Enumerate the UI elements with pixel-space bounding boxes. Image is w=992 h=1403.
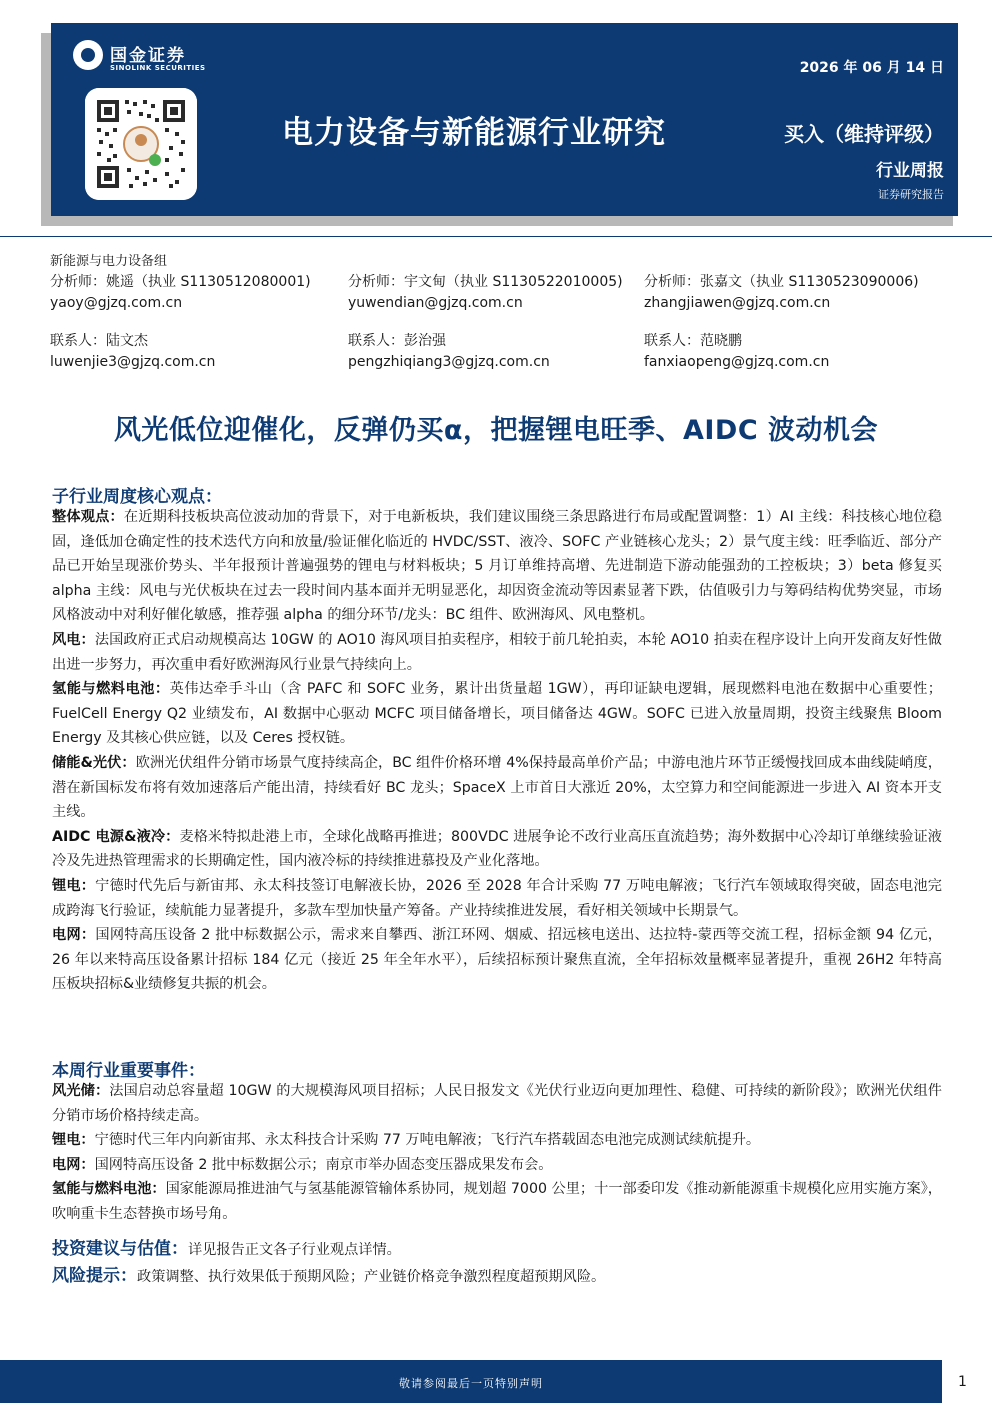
paragraph-text: 法国启动总容量超 10GW 的大规模海风项目招标；人民日报发文《光伏行业迈向更加理性、稳健、可持续的新阶段》；欧洲光伏组件分销市场价格持续走高。 (52, 1083, 942, 1124)
contact-block (644, 331, 944, 373)
paragraph-text: 法国政府正式启动规模高达 10GW 的 AO10 海风项目拍卖程序，相较于前几轮拍卖，本轮 AO10 拍卖在程序设计上向开发商友好性做出进一步努力，再次重申看好欧洲海风行业景气持续向上。 (52, 631, 942, 673)
analyst-label: 分析师：宇文甸（执业 S1130522010005) (348, 274, 623, 290)
paragraph-lead: 氢能与燃料电池： (52, 1181, 166, 1198)
paragraph-aidc (52, 825, 942, 874)
paragraph-lead: 电网： (52, 927, 96, 944)
event-lithium (52, 1128, 942, 1153)
event-wind-solar-storage (52, 1079, 942, 1128)
paragraph-lead: 锂电： (52, 877, 96, 894)
analyst-block (50, 272, 350, 314)
paragraph-lithium (52, 874, 942, 923)
paragraph-text: 欧洲光伏组件分销市场景气度持续高企，BC 组件价格环增 4%保持最高单价产品；中游电池片环节正缓慢找回成本曲线陡峭度，潜在新国标发布将有效加速落后产能出清，持续看好 BC 龙头；SpaceX 上市首日大涨近 20%，太空算力和空间能源进一步进入 AI 资本开支主线。 (52, 754, 942, 821)
report-date: 2026 年 06 月 14 日 (799, 60, 944, 76)
logo-name-en: SINOLINK SECURITIES (110, 64, 206, 72)
investment-advice (52, 1237, 942, 1262)
analyst-email: zhangjiawen@gjzq.com.cn (644, 295, 831, 311)
report-headline: 风光低位迎催化，反弹仍买α，把握锂电旺季、AIDC 波动机会 (113, 415, 879, 446)
event-grid (52, 1153, 942, 1178)
analyst-block (644, 272, 944, 314)
report-title: 电力设备与新能源行业研究 (282, 115, 666, 151)
paragraph-lead: 储能&光伏： (52, 754, 136, 771)
analyst-label: 分析师：姚遥（执业 S1130512080001) (50, 274, 311, 290)
analyst-email: yaoy@gjzq.com.cn (50, 295, 183, 311)
paragraph-text: 麦格米特拟赴港上市，全球化战略再推进；800VDC 进展争论不改行业高压直流趋势；海外数据中心冷却订单继续验证液冷及先进热管理需求的长期确定性，国内液冷标的持续推进慕投及产业化落地。 (52, 828, 942, 870)
weekly-events (52, 1079, 942, 1227)
section-title-core: 子行业周度核心观点： (52, 487, 222, 507)
contact-block (348, 331, 648, 373)
paragraph-lead: AIDC 电源&液冷： (52, 828, 180, 845)
paragraph-text: 宁德时代先后与新宙邦、永太科技签订电解液长协，2026 至 2028 年合计采购 77 万吨电解液；飞行汽车领域取得突破，固态电池完成跨海飞行验证，续航能力显著提升，多款车型加快量产筹备。产业持续推进发展，看好相关领域中长期景气。 (52, 877, 942, 919)
advice-text: 详见报告正文各子行业观点详情。 (188, 1242, 401, 1258)
page-number: 1 (958, 1374, 967, 1390)
contact-label: 联系人：陆文杰 (50, 333, 148, 349)
sinolink-logo-icon (73, 40, 103, 70)
paragraph-lead: 氢能与燃料电池： (52, 681, 170, 698)
report-subtype: 证券研究报告 (878, 188, 944, 201)
contact-email: pengzhiqiang3@gjzq.com.cn (348, 354, 550, 370)
rating-label: 买入（维持评级） (784, 122, 944, 146)
section-title-risk: 风险提示： (52, 1266, 137, 1286)
analyst-email: yuwendian@gjzq.com.cn (348, 295, 523, 311)
contact-email: fanxiaopeng@gjzq.com.cn (644, 354, 830, 370)
contact-block (50, 331, 350, 373)
paragraph-grid (52, 923, 942, 997)
risk-text: 政策调整、执行效果低于预期风险；产业链价格竞争激烈程度超预期风险。 (137, 1269, 606, 1285)
paragraph-lead: 风电： (52, 631, 95, 648)
paragraph-text: 在近期科技板块高位波动加的背景下，对于电新板块，我们建议围绕三条思路进行布局或配置调整：1）AI 主线：科技核心地位稳固，逢低加仓确定性的技术迭代方向和放量/验证催化临近的 HVDC/SST、液冷、SOFC 产业链核心龙头；2）景气度主线：旺季临近、部分产品已开始呈现涨价势头、半年报预计普遍强势的锂电与材料板块；5 月订单维持高增、先进制造下游动能强劲的工控板块；3）beta 修复买 alpha 主线：风电与光伏板块在过去一段时间内基本面并无明显恶化，却因资金流动等因素显著下跌，估值吸引力与筹码结构优势突显，市场风格波动中对利好催化敏感，推荐强 alpha 的细分环节/龙头：BC 组件、欧洲海风、风电整机。 (52, 509, 942, 624)
paragraph-lead: 电网： (52, 1156, 95, 1173)
contact-label: 联系人：范晓鹏 (644, 333, 742, 349)
contact-label: 联系人：彭治强 (348, 333, 446, 349)
paragraph-wind (52, 628, 942, 677)
paragraph-lead: 风光储： (52, 1083, 110, 1099)
team-name: 新能源与电力设备组 (50, 254, 168, 269)
paragraph-storage-pv (52, 751, 942, 825)
paragraph-text: 国网特高压设备 2 批中标数据公示，需求来自攀西、浙江环网、烟威、招远核电送出、达拉特-蒙西等交流工程，招标金额 94 亿元，26 年以来特高压设备累计招标 184 亿元（接近 25 年全年水平），后续招标预计聚焦直流，全年招标效量概率显著提升，重视 26H2 年特高压板块招标&业绩修复共振的机会。 (52, 927, 942, 993)
paragraph-hydrogen (52, 677, 942, 751)
divider (0, 236, 992, 237)
section-title-advice: 投资建议与估值： (52, 1239, 188, 1259)
disclaimer-note: 敬请参阅最后一页特别声明 (399, 1377, 543, 1390)
logo-name-cn: 国金证券 (110, 46, 186, 66)
paragraph-lead: 锂电： (52, 1132, 95, 1149)
paragraph-text: 国网特高压设备 2 批中标数据公示；南京市举办固态变压器成果发布会。 (94, 1156, 553, 1173)
section-title-events: 本周行业重要事件： (52, 1061, 205, 1081)
report-type: 行业周报 (876, 161, 944, 181)
paragraph-text: 宁德时代三年内向新宙邦、永太科技合计采购 77 万吨电解液；飞行汽车搭载固态电池完成测试续航提升。 (94, 1132, 761, 1149)
paragraph-overall (52, 505, 942, 628)
paragraph-lead: 整体观点： (52, 509, 124, 525)
paragraph-text: 国家能源局推进油气与氢基能源管输体系协同，规划超 7000 公里；十一部委印发《推动新能源重卡规模化应用实施方案》，吹响重卡生态替换市场号角。 (52, 1181, 942, 1222)
event-hydrogen (52, 1177, 942, 1226)
core-views (52, 505, 942, 997)
analyst-label: 分析师：张嘉文（执业 S1130523090006) (644, 274, 919, 290)
paragraph-text: 英伟达牵手斗山（含 PAFC 和 SOFC 业务，累计出货量超 1GW），再印证缺电逻辑，展现燃料电池在数据中心重要性；FuelCell Energy Q2 业绩发布，AI 数据中心驱动 MCFC 项目储备增长，项目储备达 4GW。SOFC 已进入放量周期，投资主线聚焦 Bloom Energy 及其核心供应链，以及 Ceres 授权链。 (52, 681, 942, 747)
analyst-block (348, 272, 648, 314)
qr-code-icon (85, 88, 197, 200)
contact-email: luwenjie3@gjzq.com.cn (50, 354, 216, 370)
risk-warning (52, 1264, 942, 1289)
